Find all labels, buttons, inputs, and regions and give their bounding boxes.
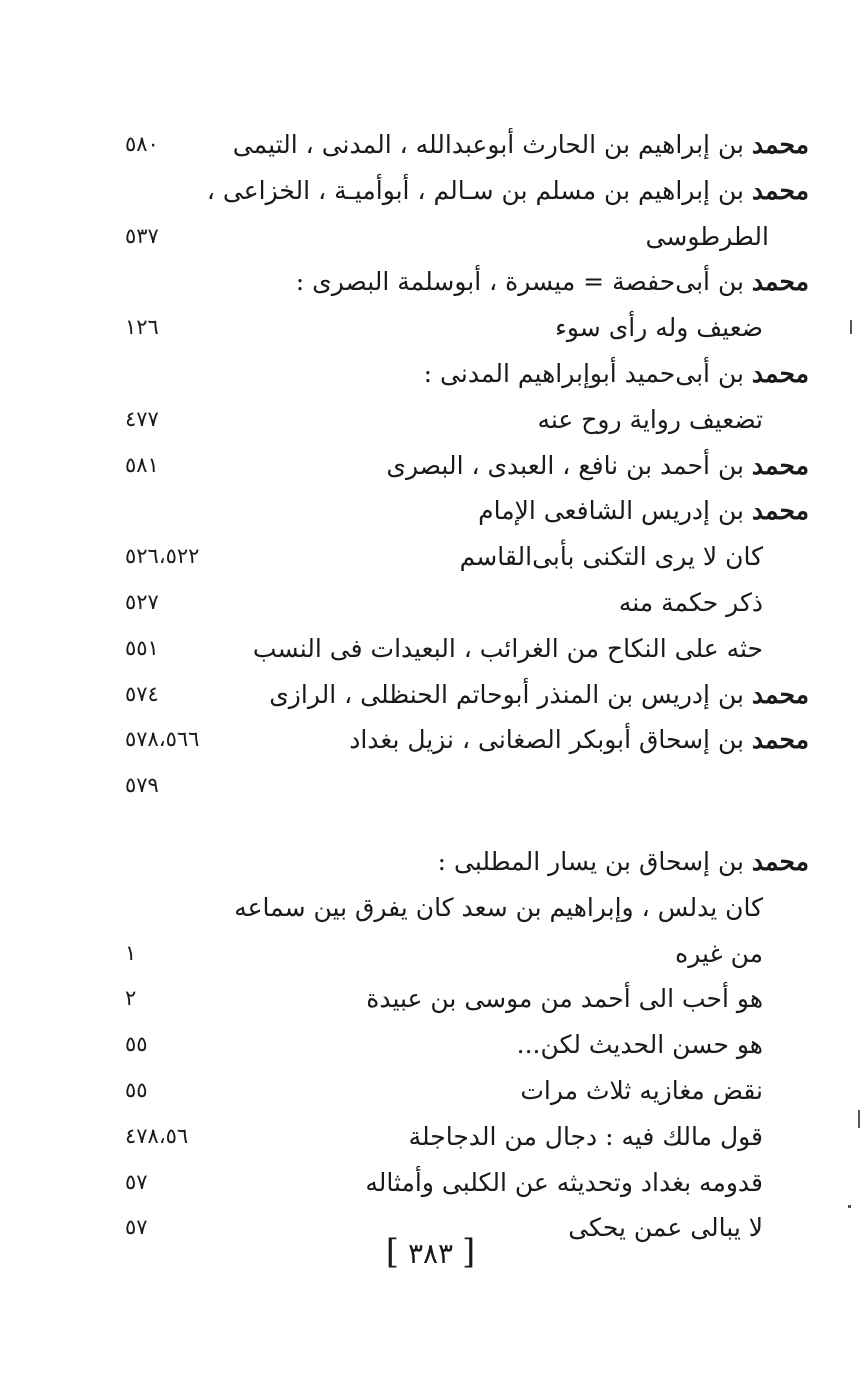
entry-page-ref: ٥٨٠	[125, 132, 159, 156]
index-entry	[0, 534, 861, 580]
entry-text	[646, 214, 769, 260]
entry-description: هو أحب الى أحمد من موسى بن عبيدة	[366, 984, 763, 1014]
entry-text	[296, 259, 809, 305]
entry-name: محمد	[751, 679, 809, 709]
index-entry	[0, 259, 861, 305]
entry-page-ref: ٥٢٧	[125, 589, 159, 614]
index-entry	[0, 1114, 861, 1160]
entry-name: محمد	[751, 358, 809, 388]
entry-text	[517, 1022, 763, 1068]
entry-text	[460, 534, 763, 580]
entry-description: بن إسحاق أبوبكر الصغانى ، نزيل بغداد	[349, 725, 752, 755]
entry-text	[424, 351, 809, 397]
entry-page-ref: ٥٨١	[125, 452, 159, 477]
entry-description: بن إدريس بن المنذر أبوحاتم الحنظلى ، الرازى	[269, 679, 752, 709]
entry-text	[366, 976, 763, 1022]
entry-name: محمد	[751, 450, 809, 480]
entry-description: بن إبراهيم بن مسلم بن سـالم ، أبوأميـة ، الخزاعى ،	[206, 175, 752, 205]
index-entry	[0, 1160, 861, 1206]
entry-text	[269, 672, 809, 718]
index-entry	[0, 305, 861, 351]
index-entry	[0, 717, 861, 763]
entry-page-ref: ٥٣٧	[125, 223, 159, 248]
entry-page-ref	[125, 351, 217, 397]
index-entry	[0, 839, 861, 885]
entry-page-ref	[125, 259, 217, 305]
entry-description: قدومه بغداد وتحديثه عن الكلبى وأمثاله	[365, 1167, 763, 1197]
entry-page-ref: ٢	[125, 986, 137, 1011]
entry-description: الطرطوسى	[645, 221, 769, 251]
entry-text	[520, 1068, 763, 1114]
entry-page-ref: ١	[125, 940, 137, 965]
entry-name: محمد	[751, 130, 809, 159]
index-entry	[0, 488, 861, 534]
entry-text	[233, 122, 809, 168]
page-number-footer	[0, 1232, 861, 1272]
entry-text	[234, 885, 763, 931]
entry-description: ضعيف وله رأى سوء	[555, 313, 763, 343]
entry-page-ref	[125, 885, 217, 931]
entry-name: محمد	[751, 175, 809, 205]
entry-text	[253, 626, 763, 672]
entry-page-ref: ٥٧	[125, 1215, 148, 1240]
entry-page-ref: ٥٧٩	[125, 773, 159, 798]
entry-page-ref	[125, 488, 217, 534]
entry-text	[409, 1114, 763, 1160]
index-entry	[0, 885, 861, 931]
entry-page-ref: ٥٥١	[125, 635, 159, 660]
entry-text	[675, 931, 763, 977]
entry-page-ref	[125, 168, 217, 214]
index-entry	[0, 976, 861, 1022]
entry-text	[386, 443, 809, 489]
page-number: ٣٨٣	[407, 1237, 454, 1270]
index-entry	[0, 168, 861, 214]
index-entry	[0, 1068, 861, 1114]
entry-text	[619, 580, 763, 626]
entry-name: محمد	[751, 846, 809, 876]
entry-description: بن أبى‌حميد أبوإبراهيم المدنى :	[423, 358, 752, 388]
entry-description: بن إدريس الشافعى الإمام	[478, 496, 752, 526]
entry-text	[207, 168, 809, 214]
margin-tick-mark	[850, 320, 852, 334]
index-entry	[0, 351, 861, 397]
entry-page-ref: ٤٧٧	[125, 406, 159, 431]
entry-description: حثه على النكاح من الغرائب ، البعيدات فى النسب	[252, 633, 763, 663]
entry-description: ذكر حكمة منه	[618, 587, 763, 617]
entry-text	[478, 488, 809, 534]
entry-description: من غيره	[675, 938, 763, 968]
index-entries-list	[0, 122, 861, 1251]
index-entry	[0, 397, 861, 443]
entry-spacer	[0, 809, 861, 839]
entry-description: بن أحمد بن نافع ، العبدى ، البصرى	[386, 450, 752, 480]
entry-page-ref: ٥٢٦،٥٢٢	[125, 544, 200, 569]
index-entry	[0, 580, 861, 626]
entry-page-ref: ١٢٦	[125, 315, 159, 340]
entry-description: بن إسحاق بن يسار المطلبى :	[437, 846, 752, 876]
margin-tick-mark	[858, 1110, 860, 1128]
entry-page-ref	[125, 839, 217, 885]
entry-text	[365, 1160, 763, 1206]
page-number-bracket-close: ]	[461, 1232, 476, 1272]
index-entry	[0, 763, 861, 809]
margin-tick-mark	[848, 1205, 851, 1208]
entry-page-ref: ٥٧	[125, 1169, 148, 1194]
entry-page-ref: ٥٥	[125, 1032, 148, 1057]
entry-text	[438, 839, 809, 885]
entry-name: محمد	[751, 725, 809, 755]
entry-name: محمد	[751, 267, 809, 297]
index-entry	[0, 214, 861, 260]
entry-description: تضعيف رواية روح عنه	[537, 404, 763, 434]
entry-page-ref: ٥٥	[125, 1077, 148, 1102]
entry-text	[555, 305, 763, 351]
entry-description: بن إبراهيم بن الحارث أبوعبدالله ، المدنى ، التيمى	[232, 130, 752, 159]
entry-text	[537, 397, 763, 443]
index-entry	[0, 672, 861, 718]
entry-description: نقض مغازيه ثلاث مرات	[520, 1075, 763, 1105]
entry-description: بن أبى‌حفصة = ميسرة ، أبوسلمة البصرى :	[295, 267, 752, 297]
entry-page-ref: ٤٧٨،٥٦	[125, 1123, 189, 1148]
entry-text	[349, 717, 809, 763]
entry-description: هو حسن الحديث لكن...	[516, 1030, 763, 1060]
entry-description: كان لا يرى التكنى بأبى‌القاسم	[459, 542, 763, 572]
index-entry	[0, 443, 861, 489]
entry-page-ref: ٥٧٤	[125, 681, 159, 706]
index-entry	[0, 931, 861, 977]
index-entry	[0, 122, 861, 168]
entry-description: لا يبالى عمن يحكى	[568, 1213, 763, 1243]
entry-page-ref: ٥٧٨،٥٦٦	[125, 727, 200, 752]
entry-description: قول مالك فيه : دجال من الدجاجلة	[408, 1121, 763, 1151]
entry-description: كان يدلس ، وإبراهيم بن سعد كان يفرق بين سماعه	[234, 892, 763, 922]
page-number-bracket-open: [	[385, 1232, 400, 1272]
index-entry	[0, 1022, 861, 1068]
entry-name: محمد	[751, 496, 809, 526]
index-entry	[0, 626, 861, 672]
